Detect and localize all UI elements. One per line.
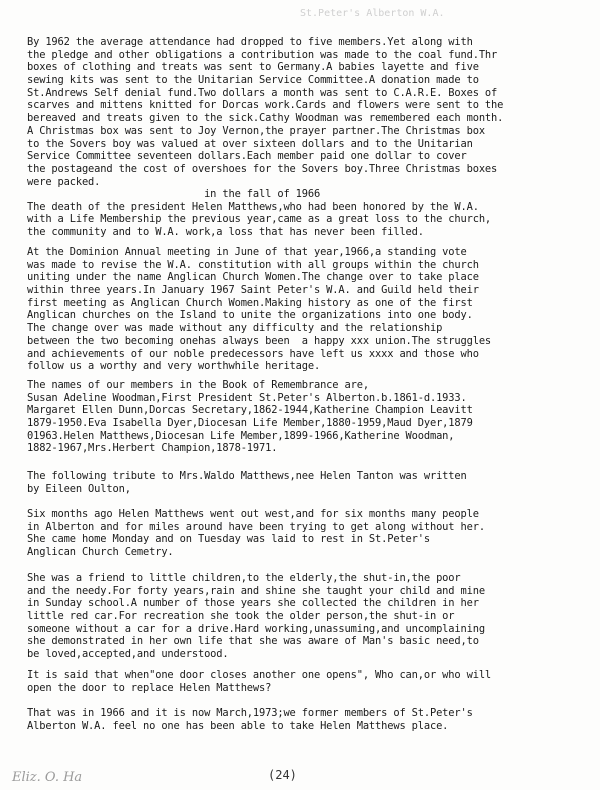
text-line: scarves and mittens knitted for Dorcas work.Cards and flowers were sent to the (27, 99, 504, 112)
text-line: within three years.In January 1967 Saint Peter's W.A. and Guild held their (27, 284, 479, 297)
paragraph-p7 (27, 572, 595, 661)
paragraph-p8 (27, 669, 595, 694)
text-line: be loved,accepted,and understood. (27, 648, 229, 661)
text-line: The death of the president Helen Matthews,who had been honored by the W.A. (27, 200, 479, 213)
paragraph-p3 (27, 246, 595, 373)
text-line: A Christmas box was sent to Joy Vernon,the prayer partner.The Christmas box (27, 124, 485, 137)
text-line: with a Life Membership the previous year,came as a great loss to the church, (27, 213, 492, 226)
text-line: the community and to W.A. work,a loss that has never been filled. (27, 226, 424, 239)
page-number: (24) (268, 768, 297, 782)
text-line: and achievements of our noble predecessors have left us xxxx and those who (27, 347, 479, 360)
text-line: Margaret Ellen Dunn,Dorcas Secretary,1862-1944,Katherine Champion Leavitt (27, 404, 473, 417)
text-line: Anglican churches on the Island to unite the organizations into one body. (27, 309, 473, 322)
text-line: 01963.Helen Matthews,Diocesan Life Member,1899-1966,Katherine Woodman, (27, 429, 455, 442)
paragraph-p5 (27, 470, 595, 495)
text-line: Alberton W.A. feel no one has been able to take Helen Matthews place. (27, 719, 449, 732)
text-line: She was a friend to little children,to the elderly,the shut-in,the poor (27, 572, 461, 584)
paragraph-p9 (27, 707, 595, 732)
text-line: Service Committee seventeen dollars.Each member paid one dollar to cover (27, 150, 467, 163)
paragraph-p1 (27, 36, 595, 188)
paragraph-p6 (27, 508, 595, 559)
text-line: and the needy.For forty years,rain and shine she taught your child and mine (27, 584, 485, 597)
text-line: follow us a worthy and very worthwhile heritage. (27, 360, 321, 373)
paragraph-p4 (27, 379, 595, 455)
text-line: by Eileen Oulton, (27, 482, 131, 495)
text-line: in Alberton and for miles around have been trying to get along without her. (27, 520, 485, 533)
text-line: in the fall of 1966 (27, 188, 321, 200)
text-line: The following tribute to Mrs.Waldo Matthews,nee Helen Tanton was written (27, 470, 467, 482)
text-line: At the Dominion Annual meeting in June of that year,1966,a standing vote (27, 246, 467, 258)
text-line: she demonstrated in her own life that she was aware of Man's basic need,to (27, 635, 479, 648)
text-line: The change over was made without any difficulty and the relationship (27, 322, 443, 335)
text-line: Anglican Church Cemetry. (27, 546, 174, 559)
text-line: the postageand the cost of overshoes for the Sovers boy.Three Christmas boxes (27, 162, 498, 175)
text-line: little red car.For recreation she took the older person,the shut-in or (27, 610, 455, 623)
text-line: first meeting as Anglican Church Women.Making history as one of the first (27, 296, 473, 309)
bleed-through-header: St.Peter's Alberton W.A. (300, 8, 445, 19)
text-line: The names of our members in the Book of Remembrance are, (27, 379, 369, 391)
text-line: 1882-1967,Mrs.Herbert Champion,1878-1971. (27, 442, 278, 455)
text-line: 1879-1950.Eva Isabella Dyer,Diocesan Life Member,1880-1959,Maud Dyer,1879 (27, 417, 473, 430)
text-line: were packed. (27, 175, 101, 188)
text-line: sewing kits was sent to the Unitarian Service Committee.A donation made to (27, 74, 479, 87)
text-line: That was in 1966 and it is now March,1973;we former members of St.Peter's (27, 707, 473, 719)
text-line: She came home Monday and on Tuesday was laid to rest in St.Peter's (27, 533, 430, 546)
text-line: boxes of clothing and treats was sent to Germany.A babies layette and five (27, 61, 479, 74)
text-line: someone without a car for a drive.Hard working,unassuming,and uncomplaining (27, 622, 485, 635)
text-line: By 1962 the average attendance had dropped to five members.Yet along with (27, 36, 473, 48)
text-line: bereaved and treats given to the sick.Cathy Woodman was remembered each month. (27, 112, 504, 125)
handwritten-signature: Eliz. O. Ha (12, 770, 83, 785)
text-line: between the two becoming onehas always been a happy xxx union.The struggles (27, 334, 492, 347)
text-line: uniting under the name Anglican Church Women.The change over to take place (27, 271, 479, 284)
paragraph-p2 (27, 188, 595, 239)
text-line: open the door to replace Helen Matthews? (27, 681, 272, 694)
text-line: Six months ago Helen Matthews went out west,and for six months many people (27, 508, 479, 520)
text-line: St.Andrews Self denial fund.Two dollars a month was sent to C.A.R.E. Boxes of (27, 86, 498, 99)
text-line: Susan Adeline Woodman,First President St.Peter's Alberton.b.1861-d.1933. (27, 391, 467, 404)
text-line: It is said that when"one door closes another one opens", Who can,or who will (27, 669, 492, 681)
text-line: the pledge and other obligations a contribution was made to the coal fund.Thr (27, 48, 498, 61)
text-line: was made to revise the W.A. constitution with all groups within the church (27, 258, 479, 271)
text-line: in Sunday school.A number of those years she collected the children in her (27, 597, 479, 610)
text-line: to the Sovers boy was valued at over sixteen dollars and to the Unitarian (27, 137, 473, 150)
